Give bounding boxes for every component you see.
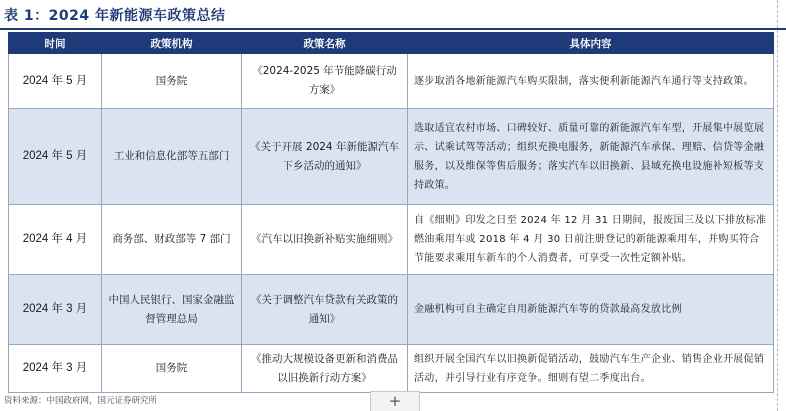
cell-time: 2024 年 3 月 — [9, 275, 102, 345]
cell-policy-name: 《关于开展 2024 年新能源汽车下乡活动的通知》 — [242, 109, 408, 205]
add-sheet-button[interactable]: + — [370, 391, 420, 411]
cell-org: 工业和信息化部等五部门 — [102, 109, 242, 205]
column-header-content: 具体内容 — [408, 33, 774, 54]
cell-policy-name: 《2024-2025 年节能降碳行动方案》 — [242, 54, 408, 109]
cell-org: 国务院 — [102, 345, 242, 393]
table-row — [9, 205, 774, 275]
table-row — [9, 275, 774, 345]
table-header-row — [9, 33, 774, 54]
cell-content: 逐步取消各地新能源汽车购买限制，落实便利新能源汽车通行等支持政策。 — [408, 54, 774, 109]
column-header-name: 政策名称 — [242, 33, 408, 54]
column-header-org: 政策机构 — [102, 33, 242, 54]
cell-org: 中国人民银行、国家金融监督管理总局 — [102, 275, 242, 345]
cell-time: 2024 年 5 月 — [9, 109, 102, 205]
cell-policy-name: 《关于调整汽车贷款有关政策的通知》 — [242, 275, 408, 345]
cell-policy-name: 《推动大规模设备更新和消费品以旧换新行动方案》 — [242, 345, 408, 393]
table-row — [9, 345, 774, 393]
cell-org: 国务院 — [102, 54, 242, 109]
cell-content: 自《细则》印发之日至 2024 年 12 月 31 日期间，报废国三及以下排放标准燃油乘用车或 2018 年 4 月 30 日前注册登记的新能源乘用车，并购买符合节能要求乘用车新车的个人消费者，可享受一次性定额补贴。 — [408, 205, 774, 275]
cell-content: 组织开展全国汽车以旧换新促销活动，鼓励汽车生产企业、销售企业开展促销活动，并引导行业有序竞争。细则有望二季度出台。 — [408, 345, 774, 393]
cell-time: 2024 年 5 月 — [9, 54, 102, 109]
cell-content: 金融机构可自主确定自用新能源汽车等的贷款最高发放比例 — [408, 275, 774, 345]
table-row — [9, 109, 774, 205]
column-header-time: 时间 — [9, 33, 102, 54]
page-title: 表 1：2024 年新能源车政策总结 — [4, 8, 226, 24]
cell-time: 2024 年 4 月 — [9, 205, 102, 275]
table-row — [9, 54, 774, 109]
source-note: 资料来源：中国政府网，国元证券研究所 — [4, 396, 158, 406]
title-divider — [0, 28, 786, 30]
policy-table — [8, 32, 774, 393]
cell-content: 选取适宜农村市场、口碑较好、质量可靠的新能源汽车车型，开展集中展览展示、试乘试驾等活动；组织充换电服务，新能源汽车承保、理赔、信贷等金融服务，以及维保等售后服务；落实汽车以旧换新、县域充换电设施补短板等支持政策。 — [408, 109, 774, 205]
cell-org: 商务部、财政部等 7 部门 — [102, 205, 242, 275]
cell-policy-name: 《汽车以旧换新补贴实施细则》 — [242, 205, 408, 275]
page-boundary-line — [777, 0, 778, 411]
cell-time: 2024 年 3 月 — [9, 345, 102, 393]
